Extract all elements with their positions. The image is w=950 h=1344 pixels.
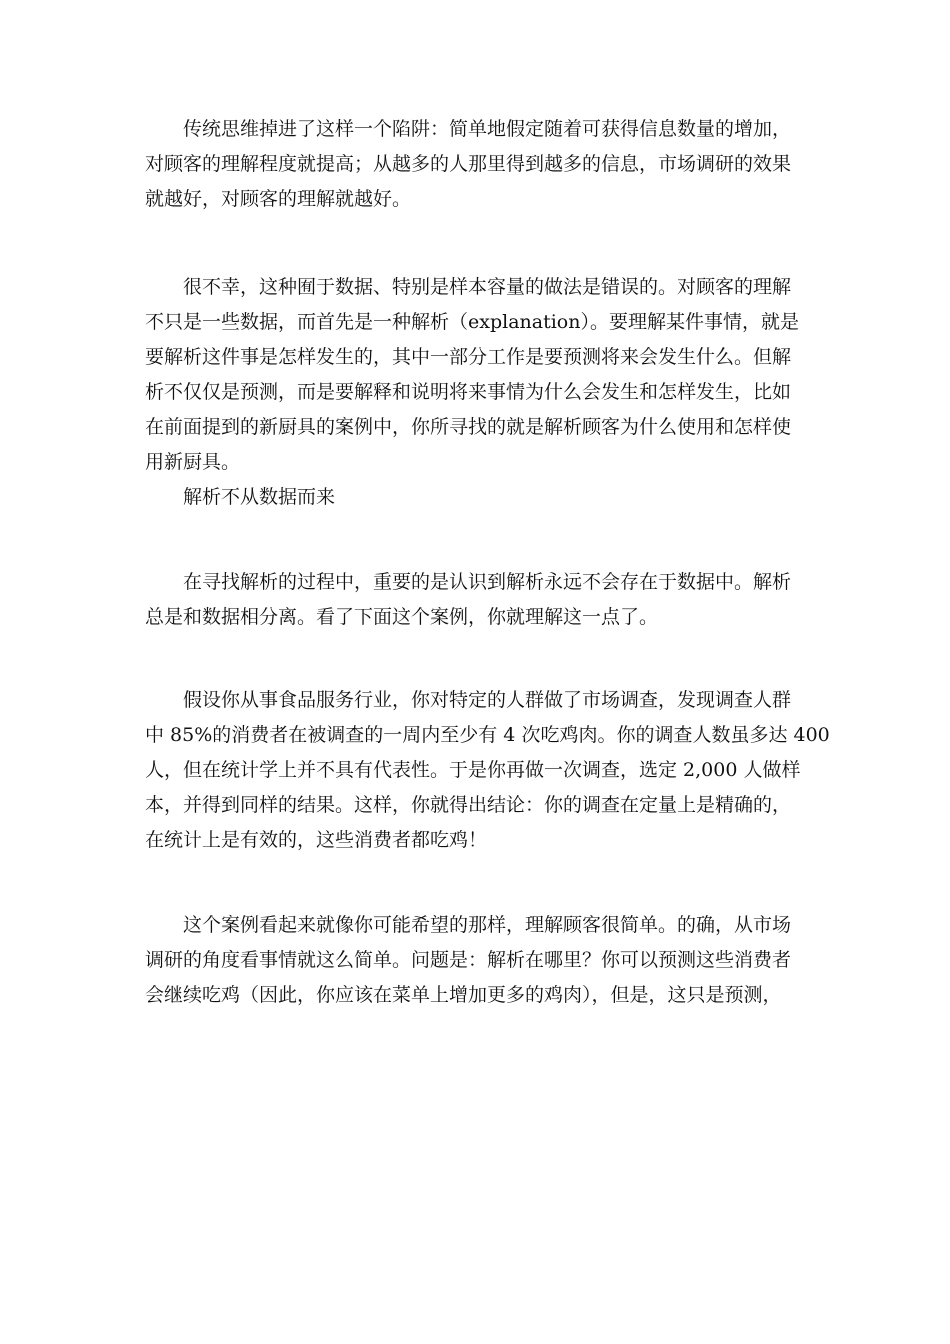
paragraph-food-service-case [145, 683, 830, 858]
text-line: 析不仅仅是预测，而是要解释和说明将来事情为什么会发生和怎样发生，比如 [145, 381, 792, 403]
text-line: 用新厨具。 [145, 451, 241, 473]
text-line: 就越好，对顾客的理解就越好。 [145, 188, 412, 210]
text-line: 假设你从事食品服务行业，你对特定的人群做了市场调查，发现调查人群 [183, 689, 792, 711]
text-line: 很不幸，这种囿于数据、特别是样本容量的做法是错误的。对顾客的理解 [183, 276, 792, 298]
text-line: 传统思维掉进了这样一个陷阱：简单地假定随着可获得信息数量的增加， [183, 118, 792, 140]
section-heading: 解析不从数据而来 [183, 486, 336, 508]
text-line: 总是和数据相分离。看了下面这个案例，你就理解这一点了。 [145, 606, 659, 628]
paragraph-case-analysis [145, 908, 809, 1013]
text-line: 对顾客的理解程度就提高；从越多的人那里得到越多的信息，市场调研的效果 [145, 153, 792, 175]
text-line: 调研的角度看事情就这么简单。问题是：解析在哪里？你可以预测这些消费者 [145, 949, 792, 971]
text-line: 不只是一些数据，而首先是一种解析（explanation）。要理解某件事情，就是 [145, 311, 799, 333]
text-line: 要解析这件事是怎样发生的，其中一部分工作是要预测将来会发生什么。但解 [145, 346, 792, 368]
document-body [145, 112, 830, 1013]
text-line: 本，并得到同样的结果。这样，你就得出结论：你的调查在定量上是精确的， [145, 794, 792, 816]
text-line: 中 85%的消费者在被调查的一周内至少有 4 次吃鸡肉。你的调查人数虽多达 400 [145, 724, 830, 746]
text-line: 会继续吃鸡（因此，你应该在菜单上增加更多的鸡肉），但是，这只是预测， [145, 984, 782, 1006]
paragraph-traditional-thinking [145, 112, 809, 217]
text-line: 在前面提到的新厨具的案例中，你所寻找的就是解析顾客为什么使用和怎样使 [145, 416, 792, 438]
text-line: 在寻找解析的过程中，重要的是认识到解析永远不会存在于数据中。解析 [183, 571, 792, 593]
text-line: 在统计上是有效的，这些消费者都吃鸡！ [145, 829, 488, 851]
text-line: 这个案例看起来就像你可能希望的那样，理解顾客很简单。的确，从市场 [183, 914, 792, 936]
text-line: 人，但在统计学上并不具有代表性。于是你再做一次调查，选定 2,000 人做样 [145, 759, 801, 781]
paragraph-explanation [145, 270, 809, 480]
paragraph-search-for-explanation [145, 565, 809, 635]
